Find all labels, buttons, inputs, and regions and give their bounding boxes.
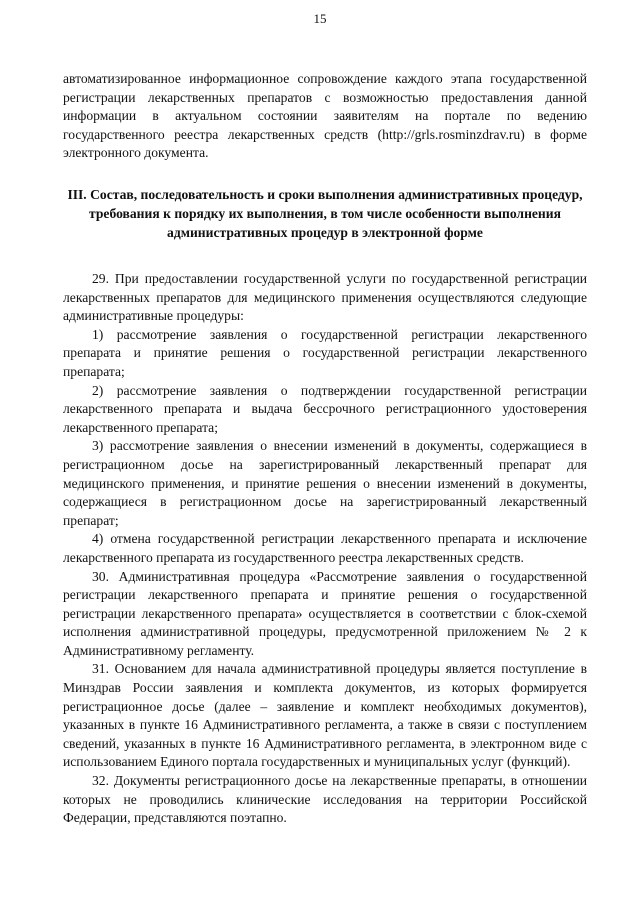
paragraph-29-item-2: 2) рассмотрение заявления о подтверждении государственной регистрации лекарственного препарата и выдача бессрочного регистрационного удостоверения лекарственного препарата; [63,382,587,435]
body-block [63,270,587,828]
page-number: 15 [313,11,327,26]
paragraph-31: 31. Основанием для начала административной процедуры является поступление в Минздрав России заявления и комплекта документов, из которых формируется регистрационное досье (далее – заявление и комплект необходимых документов), указанных в пункте 16 Административного регламента, а также в связи с поступлением сведений, указанных в пункте 16 Административного регламента, в электронном виде с использованием Единого портала государственных и муниципальных услуг (функций). [63,661,587,770]
paragraph-30: 30. Административная процедура «Рассмотрение заявления о государственной регистрации лекарственного препарата и принятие решения о государственной регистрации лекарственного препарата» осуществляется в соответствии с блок-схемой исполнения административной процедуры, предусмотренной приложением № 2 к Административному регламенту. [63,568,587,658]
section-heading: III. Состав, последовательность и сроки выполнения административных процедур, требования к порядку их выполнения, в том числе особенности выполнения административных процедур в электронной форме [67,187,583,240]
intro-paragraph: автоматизированное информационное сопровождение каждого этапа государственной регистрации лекарственных препаратов с возможностью предоставления данной информации в актуальном состоянии заявителям на портале по ведению государственного реестра лекарственных средств (http://grls.rosminzdrav.ru) в форме электронного документа. [63,71,587,161]
paragraph-29-item-1: 1) рассмотрение заявления о государственной регистрации лекарственного препарата и принятие решения о государственной регистрации лекарственного препарата; [63,326,587,379]
paragraph-29-item-3: 3) рассмотрение заявления о внесении изменений в документы, содержащиеся в регистрационном досье на зарегистрированный лекарственный препарат для медицинского применения, и принятие решения о внесении изменений в документы, содержащиеся в регистрационном досье на зарегистрированный лекарственный препарат; [63,438,587,528]
paragraph-29: 29. При предоставлении государственной услуги по государственной регистрации лекарственных препаратов для медицинского применения осуществляются следующие административные процедуры: [63,271,587,324]
paragraph-29-item-4: 4) отмена государственной регистрации лекарственного препарата и исключение лекарственного препарата из государственного реестра лекарственных средств. [63,531,587,565]
paragraph-32: 32. Документы регистрационного досье на лекарственные препараты, в отношении которых не проводились клинические исследования на территории Российской Федерации, представляются поэтапно. [63,773,587,826]
intro-block [63,70,587,163]
